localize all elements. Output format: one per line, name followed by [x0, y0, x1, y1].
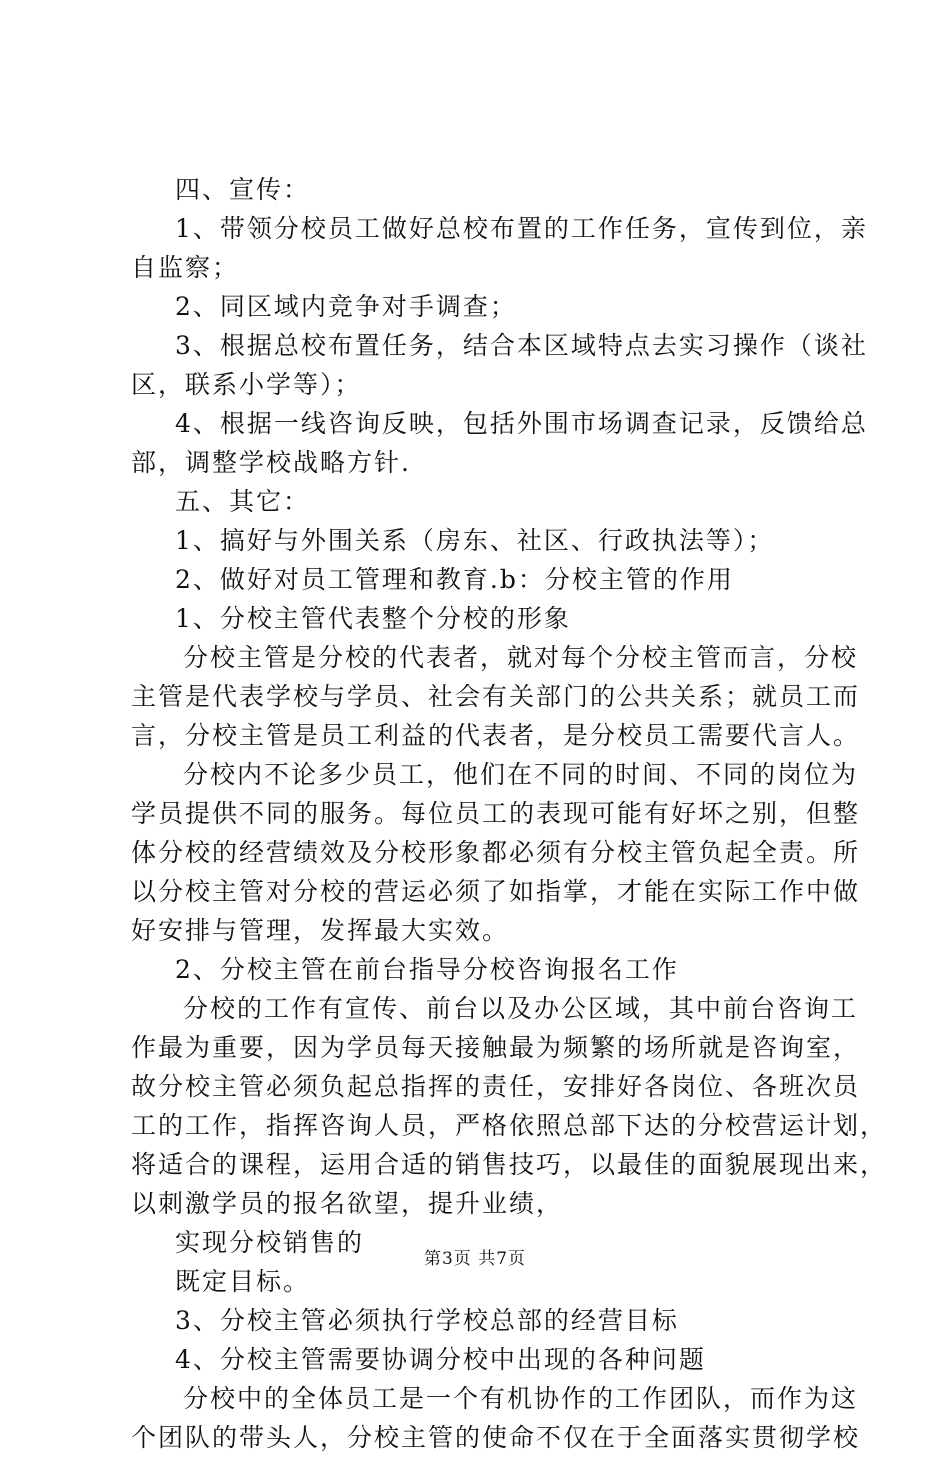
text-line: 五、其它：: [175, 487, 311, 516]
page-footer: 第3页 共7页: [423, 1249, 527, 1269]
text-line: 3、分校主管必须执行学校总部的经营目标: [175, 1306, 679, 1335]
text-line: 好安排与管理，发挥最大实效。: [131, 916, 510, 945]
text-line: 作最为重要，因为学员每天接触最为频繁的场所就是咨询室，: [131, 1033, 861, 1062]
text-line: 工的工作，指挥咨询人员，严格依照总部下达的分校营运计划，: [131, 1111, 888, 1140]
text-line: 4、分校主管需要协调分校中出现的各种问题: [175, 1345, 706, 1374]
text-line: 个团队的带头人，分校主管的使命不仅在于全面落实贯彻学校: [131, 1423, 861, 1452]
text-line: 2、同区域内竞争对手调查；: [175, 292, 517, 321]
text-line: 既定目标。: [175, 1267, 311, 1296]
text-line: 以刺激学员的报名欲望，提升业绩，: [131, 1189, 564, 1218]
text-line: 学员提供不同的服务。每位员工的表现可能有好坏之别，但整: [131, 799, 861, 828]
text-line: 言，分校主管是员工利益的代表者，是分校员工需要代言人。: [131, 721, 861, 750]
text-line: 2、分校主管在前台指导分校咨询报名工作: [175, 955, 679, 984]
text-line: 将适合的课程，运用合适的销售技巧，以最佳的面貌展现出来，: [131, 1150, 888, 1179]
text-line: 3、根据总校布置任务，结合本区域特点去实习操作（谈社: [175, 331, 868, 360]
text-line: 体分校的经营绩效及分校形象都必须有分校主管负起全责。所: [131, 838, 861, 867]
text-line: 1、带领分校员工做好总校布置的工作任务，宣传到位，亲: [175, 214, 868, 243]
text-line: 以分校主管对分校的营运必须了如指掌，才能在实际工作中做: [131, 877, 861, 906]
text-line: 1、分校主管代表整个分校的形象: [175, 604, 571, 633]
text-line: 部，调整学校战略方针.: [131, 448, 411, 477]
text-line: 四、宣传：: [175, 175, 311, 204]
text-line: 分校主管是分校的代表者，就对每个分校主管而言，分校: [183, 643, 859, 672]
text-line: 1、搞好与外围关系（房东、社区、行政执法等）；: [175, 526, 775, 555]
text-line: 分校内不论多少员工，他们在不同的时间、不同的岗位为: [183, 760, 859, 789]
text-line: 分校的工作有宣传、前台以及办公区域，其中前台咨询工: [183, 994, 859, 1023]
text-line: 主管是代表学校与学员、社会有关部门的公共关系；就员工而: [131, 682, 861, 711]
text-line: 故分校主管必须负起总指挥的责任，安排好各岗位、各班次员: [131, 1072, 861, 1101]
text-line: 实现分校销售的: [175, 1228, 365, 1257]
text-line: 4、根据一线咨询反映，包括外围市场调查记录，反馈给总: [175, 409, 868, 438]
text-line: 区，联系小学等）；: [131, 370, 362, 399]
text-line: 分校中的全体员工是一个有机协作的工作团队，而作为这: [183, 1384, 859, 1413]
text-line: 2、做好对员工管理和教育.b：分校主管的作用: [175, 565, 734, 594]
text-line: 自监察；: [131, 253, 240, 282]
